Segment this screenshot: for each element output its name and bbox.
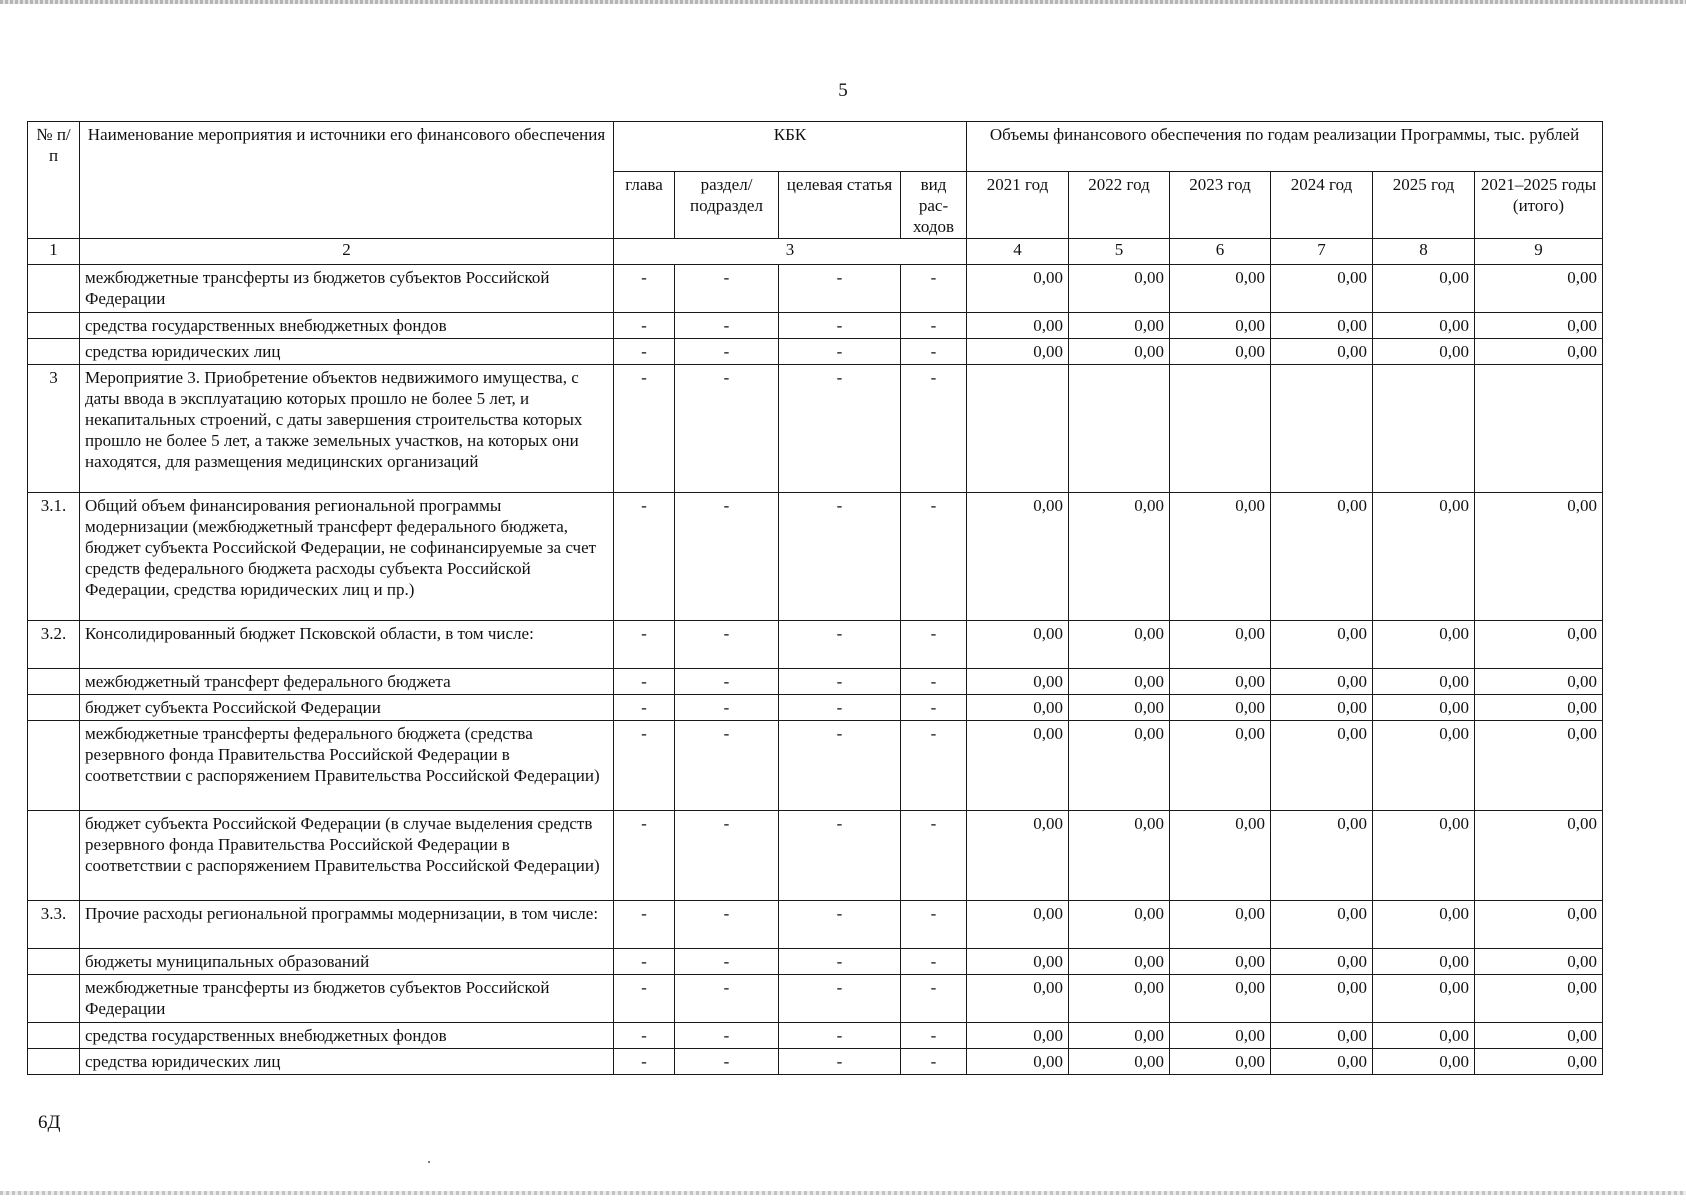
value-2025: 0,00 xyxy=(1373,721,1475,811)
kbk-chapter-cell: - xyxy=(614,621,675,669)
kbk-expense-type-cell: - xyxy=(901,1049,967,1075)
row-number xyxy=(28,949,80,975)
kbk-target-cell: - xyxy=(779,901,901,949)
kbk-chapter-cell: - xyxy=(614,901,675,949)
kbk-chapter-cell: - xyxy=(614,975,675,1023)
value-2022 xyxy=(1069,365,1170,493)
kbk-target-cell: - xyxy=(779,339,901,365)
column-number: 8 xyxy=(1373,239,1475,265)
value-2022: 0,00 xyxy=(1069,1023,1170,1049)
value-2024: 0,00 xyxy=(1271,339,1373,365)
value-2021: 0,00 xyxy=(967,339,1069,365)
kbk-chapter-cell: - xyxy=(614,493,675,621)
kbk-chapter-cell: - xyxy=(614,265,675,313)
kbk-section-cell: - xyxy=(675,695,779,721)
kbk-target-cell: - xyxy=(779,621,901,669)
column-number: 6 xyxy=(1170,239,1271,265)
table-row xyxy=(28,975,1603,1023)
value-2024: 0,00 xyxy=(1271,621,1373,669)
value-2024: 0,00 xyxy=(1271,901,1373,949)
header-year-2021: 2021 год xyxy=(967,172,1069,239)
kbk-expense-type-cell: - xyxy=(901,695,967,721)
value-2024: 0,00 xyxy=(1271,1049,1373,1075)
value-2021: 0,00 xyxy=(967,949,1069,975)
table-row xyxy=(28,669,1603,695)
kbk-expense-type-cell: - xyxy=(901,811,967,901)
kbk-section-cell: - xyxy=(675,949,779,975)
value-total: 0,00 xyxy=(1475,1023,1603,1049)
table-row xyxy=(28,1023,1603,1049)
table-row xyxy=(28,949,1603,975)
table-row xyxy=(28,901,1603,949)
value-2025: 0,00 xyxy=(1373,313,1475,339)
value-2025: 0,00 xyxy=(1373,975,1475,1023)
row-name: средства юридических лиц xyxy=(80,1049,614,1075)
kbk-chapter-cell: - xyxy=(614,721,675,811)
value-2024: 0,00 xyxy=(1271,313,1373,339)
value-2025: 0,00 xyxy=(1373,901,1475,949)
row-name: бюджет субъекта Российской Федерации xyxy=(80,695,614,721)
row-number xyxy=(28,669,80,695)
row-name: средства государственных внебюджетных фондов xyxy=(80,313,614,339)
value-total: 0,00 xyxy=(1475,811,1603,901)
value-2025: 0,00 xyxy=(1373,949,1475,975)
value-2023: 0,00 xyxy=(1170,949,1271,975)
kbk-expense-type-cell: - xyxy=(901,949,967,975)
column-number: 5 xyxy=(1069,239,1170,265)
value-2022: 0,00 xyxy=(1069,901,1170,949)
table-row xyxy=(28,1049,1603,1075)
value-2023: 0,00 xyxy=(1170,695,1271,721)
row-name: средства юридических лиц xyxy=(80,339,614,365)
value-2022: 0,00 xyxy=(1069,811,1170,901)
kbk-section-cell: - xyxy=(675,975,779,1023)
value-2021: 0,00 xyxy=(967,901,1069,949)
kbk-chapter-cell: - xyxy=(614,811,675,901)
value-2023 xyxy=(1170,365,1271,493)
value-2021: 0,00 xyxy=(967,1023,1069,1049)
value-total: 0,00 xyxy=(1475,901,1603,949)
column-number: 2 xyxy=(80,239,614,265)
column-number: 4 xyxy=(967,239,1069,265)
kbk-expense-type-cell: - xyxy=(901,621,967,669)
kbk-section-cell: - xyxy=(675,811,779,901)
row-number xyxy=(28,265,80,313)
value-2024: 0,00 xyxy=(1271,811,1373,901)
table-row xyxy=(28,695,1603,721)
value-2022: 0,00 xyxy=(1069,621,1170,669)
kbk-chapter-cell: - xyxy=(614,669,675,695)
header-year-2024: 2024 год xyxy=(1271,172,1373,239)
value-2025: 0,00 xyxy=(1373,339,1475,365)
value-2024: 0,00 xyxy=(1271,975,1373,1023)
value-2025: 0,00 xyxy=(1373,1049,1475,1075)
value-2023: 0,00 xyxy=(1170,313,1271,339)
header-num: № п/п xyxy=(28,122,80,239)
row-name: Консолидированный бюджет Псковской области, в том числе: xyxy=(80,621,614,669)
row-name: межбюджетные трансферты федерального бюджета (средства резервного фонда Правительства Российской Федерации в соответствии с распоряжением Правительства Российской Федерации) xyxy=(80,721,614,811)
row-name: бюджеты муниципальных образований xyxy=(80,949,614,975)
value-2025: 0,00 xyxy=(1373,695,1475,721)
value-2021: 0,00 xyxy=(967,1049,1069,1075)
row-number xyxy=(28,695,80,721)
table-row xyxy=(28,811,1603,901)
value-2023: 0,00 xyxy=(1170,669,1271,695)
value-2022: 0,00 xyxy=(1069,949,1170,975)
kbk-target-cell: - xyxy=(779,949,901,975)
kbk-expense-type-cell: - xyxy=(901,313,967,339)
value-2025: 0,00 xyxy=(1373,811,1475,901)
value-2022: 0,00 xyxy=(1069,975,1170,1023)
kbk-target-cell: - xyxy=(779,265,901,313)
kbk-target-cell: - xyxy=(779,721,901,811)
column-number: 1 xyxy=(28,239,80,265)
header-name: Наименование мероприятия и источники его финансового обеспечения xyxy=(80,122,614,239)
row-name: Мероприятие 3. Приобретение объектов недвижимого имущества, с даты ввода в эксплуатацию которых прошло не более 5 лет, и некапитальных строений, с даты завершения строительства которых прошло не более 5 лет, а также земельных участков, на которых они находятся, для размещения медицинских организаций xyxy=(80,365,614,493)
value-2021 xyxy=(967,365,1069,493)
value-2022: 0,00 xyxy=(1069,265,1170,313)
value-2025: 0,00 xyxy=(1373,669,1475,695)
kbk-chapter-cell: - xyxy=(614,949,675,975)
value-2023: 0,00 xyxy=(1170,975,1271,1023)
value-total: 0,00 xyxy=(1475,1049,1603,1075)
value-2024: 0,00 xyxy=(1271,265,1373,313)
row-name: межбюджетные трансферты из бюджетов субъектов Российской Федерации xyxy=(80,265,614,313)
column-number: 9 xyxy=(1475,239,1603,265)
kbk-section-cell: - xyxy=(675,1023,779,1049)
table-row xyxy=(28,313,1603,339)
value-2024: 0,00 xyxy=(1271,669,1373,695)
header-year-2025: 2025 год xyxy=(1373,172,1475,239)
kbk-target-cell: - xyxy=(779,975,901,1023)
kbk-section-cell: - xyxy=(675,621,779,669)
header-kbk: КБК xyxy=(614,122,967,172)
value-2023: 0,00 xyxy=(1170,901,1271,949)
value-2024: 0,00 xyxy=(1271,1023,1373,1049)
kbk-chapter-cell: - xyxy=(614,1023,675,1049)
header-kbk-expense-type: вид рас-ходов xyxy=(901,172,967,239)
value-total: 0,00 xyxy=(1475,669,1603,695)
value-2021: 0,00 xyxy=(967,695,1069,721)
value-2021: 0,00 xyxy=(967,811,1069,901)
kbk-section-cell: - xyxy=(675,313,779,339)
value-2023: 0,00 xyxy=(1170,265,1271,313)
value-total: 0,00 xyxy=(1475,313,1603,339)
kbk-chapter-cell: - xyxy=(614,313,675,339)
kbk-section-cell: - xyxy=(675,669,779,695)
kbk-expense-type-cell: - xyxy=(901,365,967,493)
footer-code: 6Д xyxy=(38,1112,61,1133)
value-total: 0,00 xyxy=(1475,265,1603,313)
value-2024: 0,00 xyxy=(1271,493,1373,621)
kbk-section-cell: - xyxy=(675,493,779,621)
column-number-row xyxy=(28,239,1603,265)
kbk-expense-type-cell: - xyxy=(901,669,967,695)
kbk-chapter-cell: - xyxy=(614,1049,675,1075)
table-body xyxy=(28,265,1603,1075)
kbk-expense-type-cell: - xyxy=(901,493,967,621)
kbk-target-cell: - xyxy=(779,669,901,695)
value-total: 0,00 xyxy=(1475,721,1603,811)
row-number xyxy=(28,339,80,365)
kbk-target-cell: - xyxy=(779,811,901,901)
row-number xyxy=(28,811,80,901)
value-2022: 0,00 xyxy=(1069,339,1170,365)
kbk-expense-type-cell: - xyxy=(901,339,967,365)
header-volumes: Объемы финансового обеспечения по годам реализации Программы, тыс. рублей xyxy=(967,122,1603,172)
value-2021: 0,00 xyxy=(967,493,1069,621)
value-2023: 0,00 xyxy=(1170,811,1271,901)
value-2021: 0,00 xyxy=(967,721,1069,811)
header-year-2023: 2023 год xyxy=(1170,172,1271,239)
value-total: 0,00 xyxy=(1475,621,1603,669)
table-row xyxy=(28,339,1603,365)
scan-speck xyxy=(428,1161,430,1163)
value-2022: 0,00 xyxy=(1069,493,1170,621)
value-2022: 0,00 xyxy=(1069,721,1170,811)
row-name: межбюджетный трансферт федерального бюджета xyxy=(80,669,614,695)
kbk-section-cell: - xyxy=(675,1049,779,1075)
value-2022: 0,00 xyxy=(1069,669,1170,695)
kbk-chapter-cell: - xyxy=(614,365,675,493)
kbk-expense-type-cell: - xyxy=(901,975,967,1023)
table-row xyxy=(28,621,1603,669)
kbk-expense-type-cell: - xyxy=(901,265,967,313)
value-2024: 0,00 xyxy=(1271,721,1373,811)
scan-bottom-edge xyxy=(0,1191,1686,1195)
value-total: 0,00 xyxy=(1475,975,1603,1023)
value-2021: 0,00 xyxy=(967,669,1069,695)
value-2022: 0,00 xyxy=(1069,695,1170,721)
value-2025 xyxy=(1373,365,1475,493)
value-2025: 0,00 xyxy=(1373,621,1475,669)
kbk-target-cell: - xyxy=(779,1049,901,1075)
page-number: 5 xyxy=(838,80,848,101)
row-number xyxy=(28,1023,80,1049)
value-2024: 0,00 xyxy=(1271,949,1373,975)
kbk-target-cell: - xyxy=(779,1023,901,1049)
header-year-total: 2021–2025 годы (итого) xyxy=(1475,172,1603,239)
header-kbk-chapter: глава xyxy=(614,172,675,239)
value-2021: 0,00 xyxy=(967,313,1069,339)
kbk-section-cell: - xyxy=(675,901,779,949)
kbk-section-cell: - xyxy=(675,365,779,493)
kbk-chapter-cell: - xyxy=(614,339,675,365)
value-2025: 0,00 xyxy=(1373,265,1475,313)
kbk-target-cell: - xyxy=(779,365,901,493)
kbk-target-cell: - xyxy=(779,695,901,721)
row-name: межбюджетные трансферты из бюджетов субъектов Российской Федерации xyxy=(80,975,614,1023)
kbk-expense-type-cell: - xyxy=(901,901,967,949)
row-number: 3.1. xyxy=(28,493,80,621)
row-name: Общий объем финансирования региональной программы модернизации (межбюджетный трансферт федерального бюджета, бюджет субъекта Российской Федерации, не софинансируемые за счет средств федерального бюджета расходы субъекта Российской Федерации, средства юридических лиц и пр.) xyxy=(80,493,614,621)
kbk-expense-type-cell: - xyxy=(901,721,967,811)
value-2023: 0,00 xyxy=(1170,339,1271,365)
value-total: 0,00 xyxy=(1475,695,1603,721)
value-2021: 0,00 xyxy=(967,621,1069,669)
row-number: 3 xyxy=(28,365,80,493)
kbk-target-cell: - xyxy=(779,493,901,621)
kbk-expense-type-cell: - xyxy=(901,1023,967,1049)
table-row xyxy=(28,493,1603,621)
row-name: средства государственных внебюджетных фондов xyxy=(80,1023,614,1049)
financing-table xyxy=(27,121,1603,1075)
value-2025: 0,00 xyxy=(1373,493,1475,621)
column-number: 7 xyxy=(1271,239,1373,265)
value-2022: 0,00 xyxy=(1069,313,1170,339)
value-2023: 0,00 xyxy=(1170,493,1271,621)
value-2023: 0,00 xyxy=(1170,1023,1271,1049)
column-number: 3 xyxy=(614,239,967,265)
row-number xyxy=(28,975,80,1023)
value-total: 0,00 xyxy=(1475,339,1603,365)
table-header xyxy=(28,122,1603,265)
value-2022: 0,00 xyxy=(1069,1049,1170,1075)
table-row xyxy=(28,365,1603,493)
row-number: 3.3. xyxy=(28,901,80,949)
value-2021: 0,00 xyxy=(967,265,1069,313)
table-row xyxy=(28,265,1603,313)
value-2021: 0,00 xyxy=(967,975,1069,1023)
value-2025: 0,00 xyxy=(1373,1023,1475,1049)
value-2023: 0,00 xyxy=(1170,1049,1271,1075)
value-2023: 0,00 xyxy=(1170,621,1271,669)
value-total: 0,00 xyxy=(1475,949,1603,975)
kbk-section-cell: - xyxy=(675,339,779,365)
scan-top-edge xyxy=(0,0,1686,4)
kbk-target-cell: - xyxy=(779,313,901,339)
row-number xyxy=(28,721,80,811)
value-total xyxy=(1475,365,1603,493)
row-name: Прочие расходы региональной программы модернизации, в том числе: xyxy=(80,901,614,949)
value-2024 xyxy=(1271,365,1373,493)
value-total: 0,00 xyxy=(1475,493,1603,621)
header-kbk-section: раздел/ подраздел xyxy=(675,172,779,239)
row-number: 3.2. xyxy=(28,621,80,669)
value-2023: 0,00 xyxy=(1170,721,1271,811)
header-kbk-target: целевая статья xyxy=(779,172,901,239)
value-2024: 0,00 xyxy=(1271,695,1373,721)
row-name: бюджет субъекта Российской Федерации (в случае выделения средств резервного фонда Правительства Российской Федерации в соответствии с распоряжением Правительства Российской Федерации) xyxy=(80,811,614,901)
kbk-section-cell: - xyxy=(675,721,779,811)
header-row-1 xyxy=(28,122,1603,172)
row-number xyxy=(28,313,80,339)
table-row xyxy=(28,721,1603,811)
row-number xyxy=(28,1049,80,1075)
header-year-2022: 2022 год xyxy=(1069,172,1170,239)
kbk-section-cell: - xyxy=(675,265,779,313)
kbk-chapter-cell: - xyxy=(614,695,675,721)
